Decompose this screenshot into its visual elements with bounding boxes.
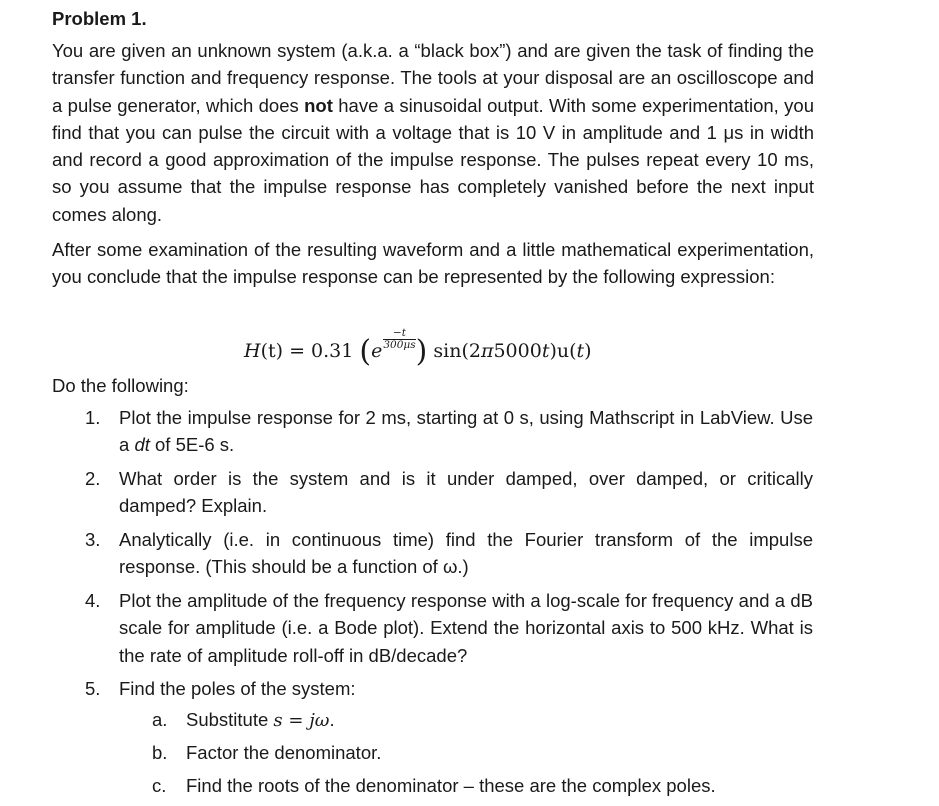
do-following-label: Do the following:	[52, 375, 189, 396]
sub-list-item-text: Factor the denominator.	[186, 742, 382, 763]
eq-sin: sin(2	[427, 340, 481, 362]
sub-list-item	[152, 706, 335, 734]
sub-list-item	[152, 739, 381, 766]
eq-exponent-numerator: −t	[383, 328, 415, 340]
sub-list-item-text: Substitute	[186, 709, 274, 730]
intro-text-1: You are given an unknown system (a.k.a. a “black box”) and are given the task of finding the transfer function and frequency response. The tools at your disposal are an oscilloscope and a pulse generator, which does	[52, 40, 814, 116]
list-item-number: 1.	[85, 407, 101, 428]
sub-list-item-text: Find the roots of the denominator – these are the complex poles.	[186, 775, 716, 796]
intro-text-2: have a sinusoidal output. With some experimentation, you find that you can pulse the circuit with a voltage that is 10 V in amplitude and 1 μs in width and record a good approximation of the impulse response. The pulses repeat every 10 ms, so you assume that the impulse response has completely vanished before the next input comes along.	[52, 94, 814, 225]
list-item-number: 3.	[85, 529, 101, 550]
list-item-text-part: Plot the impulse response for 2 ms, starting at 0 s, using Mathscript in LabView. Use a	[119, 407, 813, 456]
math-jw: jω	[309, 710, 330, 731]
list-item-text: Analytically (i.e. in continuous time) find the Fourier transform of the impulse response. (This should be a function of ω.)	[119, 529, 813, 578]
eq-pi: π	[480, 340, 494, 362]
list-item-text: Plot the amplitude of the frequency response with a log-scale for frequency and a dB scale for amplitude (i.e. a Bode plot). Extend the horizontal axis to 500 kHz. What is the rate of amplitude roll-off in dB/decade?	[119, 590, 813, 666]
examination-paragraph: After some examination of the resulting waveform and a little mathematical experimentation, you conclude that the impulse response can be represented by the following expression:	[52, 239, 814, 288]
list-item-number: 4.	[85, 590, 101, 611]
math-equals: =	[282, 710, 310, 731]
list-item-text-part: of 5E-6 s.	[149, 434, 235, 456]
eq-exponent-denominator: 300μs	[383, 339, 416, 351]
eq-u-close: )	[584, 340, 592, 362]
list-item-text: Find the poles of the system:	[119, 678, 356, 699]
sub-list-item-label: a.	[152, 709, 168, 730]
eq-base-e: e	[371, 340, 383, 362]
eq-lhs: H	[244, 340, 261, 362]
intro-bold-not: not	[304, 94, 333, 116]
list-item-number: 2.	[85, 468, 101, 489]
intro-paragraph	[52, 37, 814, 228]
sub-list-item-period: .	[329, 709, 335, 730]
eq-equals: = 0.31	[283, 340, 360, 362]
list-item-text	[119, 404, 813, 459]
eq-freq: 5000	[493, 340, 542, 362]
eq-open-paren: (	[359, 334, 372, 369]
list-item-text: What order is the system and is it under damped, over damped, or critically damped? Explain.	[119, 468, 813, 517]
sub-list-item-label: c.	[152, 775, 167, 796]
list-item-text-em: dt	[134, 434, 150, 456]
problem-title: Problem 1.	[52, 8, 147, 29]
eq-t: t	[541, 340, 550, 362]
eq-close-paren: )	[415, 334, 428, 369]
impulse-response-equation	[244, 328, 592, 370]
eq-lhs-arg: (t)	[260, 340, 284, 362]
list-item-number: 5.	[85, 678, 101, 699]
sub-list-item	[152, 772, 716, 799]
eq-u-open: )u(	[549, 340, 577, 362]
eq-u-var: t	[576, 340, 585, 362]
math-s: s	[273, 710, 283, 731]
sub-list-item-label: b.	[152, 742, 168, 763]
eq-exponent	[383, 328, 415, 351]
